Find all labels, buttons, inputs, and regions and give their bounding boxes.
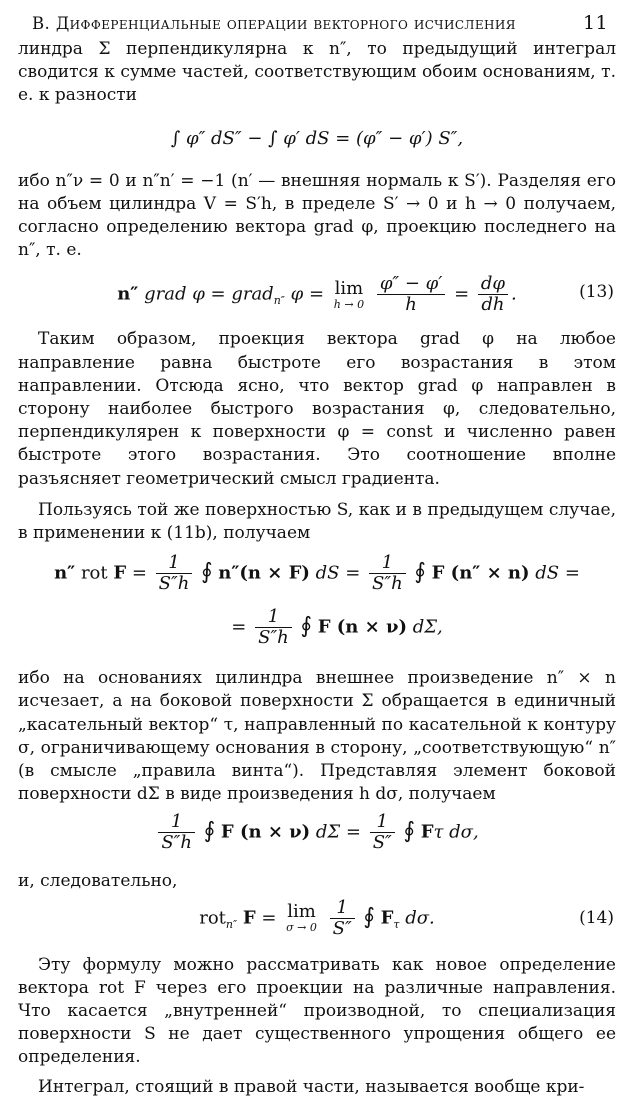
equation-14-number: (14) <box>579 907 614 928</box>
paragraph-5: ибо на основаниях цилиндра внешнее произведение n″ × n исчезает, а на боковой поверхности Σ обращается в единичный „касательный вектор“ τ, направленный по касательной к контуру σ, ограничивающему основания в сторону, „соответствующую“ n″ (в смысле „правила винта“). Представляя элемент боковой поверхности dΣ в виде произведения h dσ, получаем <box>18 668 616 805</box>
equation-13-number: (13) <box>579 282 614 303</box>
equation-13: n″ grad φ = grad$_{n''}$ φ = lim h → 0 $\frac{\varphi'' - \varphi'}{h}$ = $\frac{d\varphi}{dh}$ . (13) <box>117 273 614 316</box>
paragraph-3: Таким образом, проекция вектора grad φ на любое направление равна быстроте его возрастания в этом направлении. Отсюда ясно, что вектор grad φ направлен в сторону наиболее быстрого возрастания φ, следовательно, перпендикулярен к поверхности φ = const и численно равен быстроте этого возрастания. Это соотношение вполне разъясняет геометрический смысл градиента. <box>18 329 616 489</box>
paragraph-6: и, следовательно, <box>18 871 178 892</box>
equation-surface-to-contour: $\frac{1}{S''h}$ ∮ F (n × ν) dΣ = $\frac{1}{S''}$ ∮ Fτ dσ, <box>18 812 616 870</box>
paragraph-7: Эту формулу можно рассматривать как новое определение вектора rot F через его проекции на различные направления. Что касается „внутренней“ производной, то специализация поверхности S не дает существенного упрощения общего ее определения. <box>18 954 616 1068</box>
equation-integral-difference <box>18 108 616 170</box>
running-header <box>18 8 616 38</box>
page-number: 11 <box>583 12 608 34</box>
equation-14: rot$_{n''}$ F = lim σ → 0 $\frac{1}{S''}$ ∮ $F_\tau$ dσ. (14) <box>199 896 614 939</box>
paragraph-1: линдра Σ перпендикулярна к n″, то предыдущий интеграл сводится к сумме частей, соответствующим обоим основаниям, т. е. к разности <box>18 39 616 106</box>
equation-integral-difference-text: ∫ φ″ dS″ − ∫ φ′ dS = (φ″ − φ′) S″, <box>170 127 464 149</box>
running-title: B. Дифференциальные операции векторного исчисления <box>32 14 516 33</box>
paragraph-2: ибо n″ν = 0 и n″n′ = −1 (n′ — внешняя нормаль к S′). Разделяя его на объем цилиндра V = S′h, в пределе S′ → 0 и h → 0 получаем, согласно определению вектора grad φ, проекцию последнего на n″, т. е. <box>18 170 616 261</box>
equation-rot-projection-line2: = $\frac{1}{S''h}$ ∮ F (n × ν) dΣ, <box>231 606 443 649</box>
paragraph-8: Интеграл, стоящий в правой части, называется вообще кри- <box>38 1076 585 1097</box>
paragraph-4: Пользуясь той же поверхностью S, как и в предыдущем случае, в применении к (11b), получаем <box>18 499 616 544</box>
equation-rot-projection-line1: n″ rot F = $\frac{1}{S''h}$ ∮ n″(n × F) dS = $\frac{1}{S''h}$ ∮ F (n″ × n) dS = <box>54 552 580 595</box>
